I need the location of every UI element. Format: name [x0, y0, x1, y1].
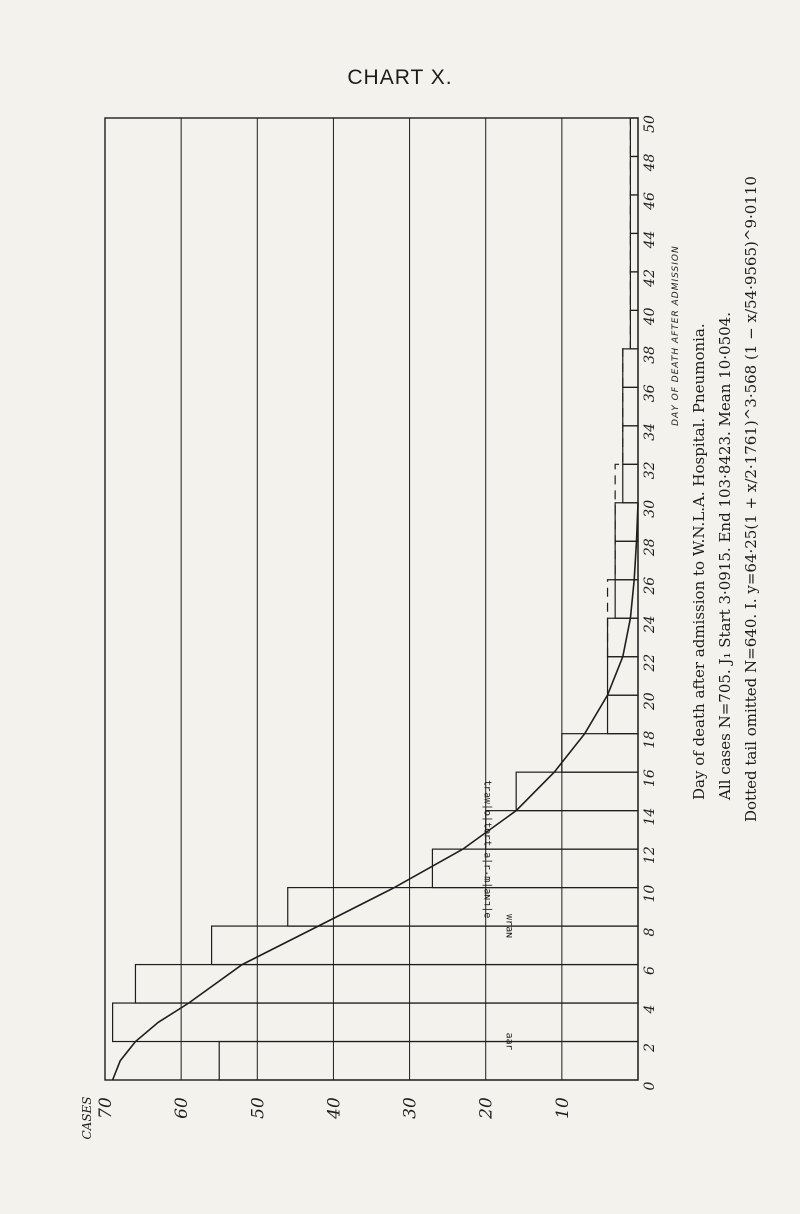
histogram-bar: [630, 156, 638, 194]
y-tick-label: 40: [324, 1097, 345, 1119]
x-tick-label: 48: [642, 153, 658, 172]
y-tick-label: 60: [172, 1097, 193, 1119]
band-label-low: ɹɐɐ: [504, 1032, 515, 1051]
y-tick-labels: [80, 1096, 573, 1139]
fitted-curve: [113, 503, 638, 1080]
histogram-bar: [212, 926, 638, 964]
histogram-bar: [615, 580, 638, 618]
x-tick-label: 26: [642, 576, 658, 595]
caption-line-3: Dotted tail omitted N=640. I. y=64·25(1 + x/2·1761)^3·568 (1 − x/54·9565)^9·0110: [742, 176, 760, 822]
x-tick-label: 44: [642, 230, 658, 249]
x-tick-label: 36: [642, 384, 658, 403]
histogram-bar: [219, 1042, 638, 1080]
x-tick-label: 6: [642, 966, 658, 976]
plot-border: [105, 118, 638, 1080]
x-tick-label: 16: [642, 769, 658, 788]
histogram-bar: [623, 464, 638, 502]
histogram-bar: [432, 849, 638, 887]
fitted-curve-line: [113, 503, 638, 1080]
x-tick-label: 28: [642, 538, 658, 557]
histogram-bar: [630, 195, 638, 233]
histogram-bars: [113, 118, 638, 1080]
x-axis-label: DAY OF DEATH AFTER ADMISSION: [671, 245, 681, 426]
histogram-bar: [623, 426, 638, 464]
x-tick-label: 18: [642, 730, 658, 749]
x-tick-label: 32: [642, 461, 658, 480]
y-axis-label: CASES: [80, 1096, 94, 1140]
x-tick-label: 38: [642, 345, 658, 364]
histogram-bar: [623, 349, 638, 387]
caption-line-2: All cases N=705. J₁ Start 3·0915. End 103·8423. Mean 10·0504.: [716, 312, 734, 800]
x-tick-label: 40: [642, 307, 658, 326]
histogram-bar: [562, 734, 638, 772]
y-tick-label: 30: [400, 1097, 421, 1119]
histogram-bar: [630, 118, 638, 156]
y-tick-label: 10: [552, 1097, 573, 1119]
histogram-bar: [630, 272, 638, 310]
histogram-bar: [288, 888, 638, 926]
x-tick-label: 2: [642, 1043, 658, 1052]
y-tick-label: 20: [476, 1097, 497, 1119]
histogram-bar: [135, 965, 638, 1003]
x-tick-label: 8: [642, 927, 658, 937]
histogram-bar: [623, 387, 638, 425]
x-tick-label: 14: [642, 807, 658, 826]
chart-frame: [105, 118, 638, 1080]
x-tick-label: 22: [642, 653, 658, 672]
y-tick-label: 70: [96, 1097, 116, 1119]
caption-line-1: Day of death after admission to W.N.L.A. Hospital. Pneumonia.: [690, 323, 708, 800]
histogram-bar: [608, 695, 638, 733]
band-label-mid: ɴɐɹʍ: [504, 914, 515, 939]
x-tick-label: 50: [642, 115, 658, 133]
x-tick-label: 30: [642, 499, 658, 518]
x-tick-labels: [642, 115, 681, 1090]
band-label-top: ə|ʟɴɐ|ɯ·ɹ|ɐ|ʇɹoʇ|o|ʍɐɹʇ: [482, 779, 493, 919]
band-annotations: [482, 780, 515, 1051]
chart-title: CHART X.: [347, 66, 453, 89]
y-tick-label: 50: [248, 1097, 269, 1119]
x-tick-label: 42: [642, 269, 658, 287]
x-tick-label: 0: [642, 1081, 658, 1091]
histogram-bar: [608, 618, 638, 656]
histogram-bar: [630, 233, 638, 271]
histogram-bar: [615, 503, 638, 541]
histogram-bar: [630, 310, 638, 348]
x-tick-label: 4: [642, 1004, 658, 1014]
histogram-bar: [113, 1003, 638, 1041]
x-tick-label: 24: [642, 615, 658, 634]
x-tick-label: 10: [642, 884, 658, 903]
x-tick-label: 12: [642, 846, 658, 865]
histogram-bar: [608, 657, 638, 695]
x-tick-label: 34: [642, 422, 658, 441]
x-tick-label: 46: [642, 192, 658, 210]
x-tick-label: 20: [642, 692, 658, 711]
